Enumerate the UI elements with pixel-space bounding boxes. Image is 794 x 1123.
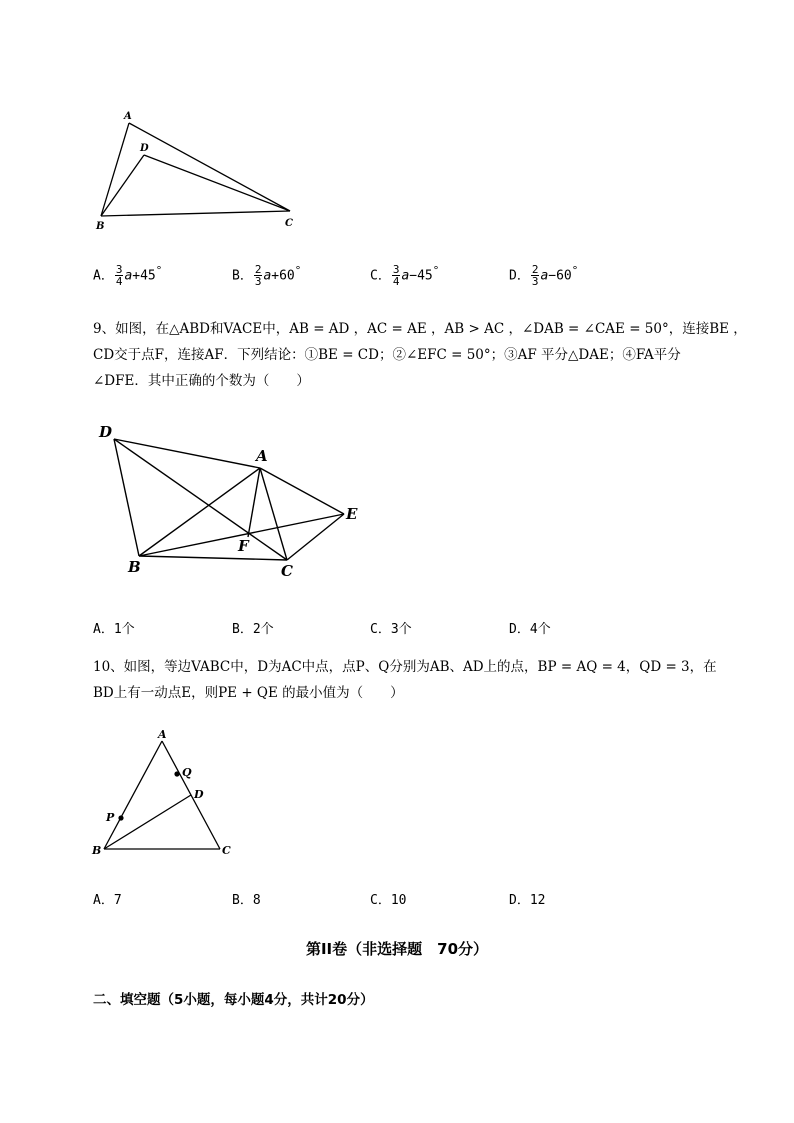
q9-label-a: A: [256, 447, 268, 465]
q10-label-q: Q: [182, 766, 192, 779]
q8-figure: [90, 105, 310, 235]
q9-line-3: ∠DFE．其中正确的个数为（ ）: [93, 373, 310, 389]
q10-segment-ab: [104, 741, 162, 849]
q10-label-p: P: [106, 811, 115, 824]
q9-line-2: CD交于点F，连接AF．下列结论：①BE = CD；②∠EFC = 50°；③AF 平分△DAE；④FA平分: [93, 347, 681, 363]
q8-option-d[interactable]: D． $\frac{2}{3}$ a−60°: [509, 263, 579, 289]
q8-segment-bc: [101, 211, 290, 216]
q9-figure: [90, 418, 380, 588]
q8-label-a: A: [124, 111, 132, 122]
q9-option-d[interactable]: D．4个: [509, 622, 551, 637]
q10-line-1: 10、如图，等边VABC中，D为AC中点，点P、Q分别为AB、AD上的点，BP = AQ = 4，QD = 3，在: [93, 659, 717, 675]
q10-option-d[interactable]: D．12: [509, 893, 546, 908]
q10-label-d: D: [194, 788, 204, 801]
q9-label-b: B: [128, 558, 141, 576]
q9-label-d: D: [99, 423, 113, 441]
q9-segment-ae: [260, 468, 344, 514]
q8-label-d: D: [140, 143, 149, 154]
q9-label-f: F: [238, 537, 249, 555]
q10-option-c[interactable]: C．10: [370, 893, 407, 908]
q10-label-a: A: [158, 728, 167, 741]
q9-segment-ac: [260, 468, 287, 560]
q9-option-c[interactable]: C．3个: [370, 622, 412, 637]
q9-option-a[interactable]: A．1个: [93, 622, 135, 637]
q8-option-a[interactable]: A． $\frac{3}{4}$ a+45°: [93, 263, 163, 289]
q9-segment-bc: [139, 556, 287, 560]
q8-option-b[interactable]: B． $\frac{2}{3}$ a+60°: [232, 263, 302, 289]
q9-segment-ce: [287, 514, 344, 560]
q10-figure: [88, 728, 248, 863]
q8-segment-ab: [101, 123, 129, 216]
q8-segment-ac: [129, 123, 290, 211]
q9-label-e: E: [346, 505, 358, 523]
q10-segment-bd: [104, 795, 191, 849]
q8-option-c[interactable]: C． $\frac{3}{4}$ a−45°: [370, 263, 440, 289]
q9-label-c: C: [281, 562, 293, 580]
q10-label-b: B: [92, 844, 102, 857]
q9-segment-db: [114, 439, 139, 556]
q10-option-b[interactable]: B．8: [232, 893, 261, 908]
q10-point-p: [118, 815, 123, 820]
q10-label-c: C: [222, 844, 231, 857]
part2-section-heading: 二、填空题（5小题，每小题4分，共计20分）: [93, 992, 374, 1008]
q10-line-2: BD上有一动点E，则PE + QE 的最小值为（ ）: [93, 685, 404, 701]
q9-line-1: 9、如图，在△ABD和VACE中，AB = AD ，AC = AE ，AB > AC ，∠DAB = ∠CAE = 50°，连接BE ，: [93, 321, 747, 337]
q8-segment-dc: [144, 155, 290, 211]
q10-option-a[interactable]: A．7: [93, 893, 122, 908]
q8-label-b: B: [96, 221, 105, 232]
q9-segment-af: [248, 468, 260, 537]
q9-option-b[interactable]: B．2个: [232, 622, 274, 637]
part2-title: 第II卷（非选择题 70分）: [305, 940, 489, 958]
q8-segment-bd: [101, 155, 144, 216]
q8-label-c: C: [285, 218, 293, 229]
q10-point-q: [174, 771, 179, 776]
